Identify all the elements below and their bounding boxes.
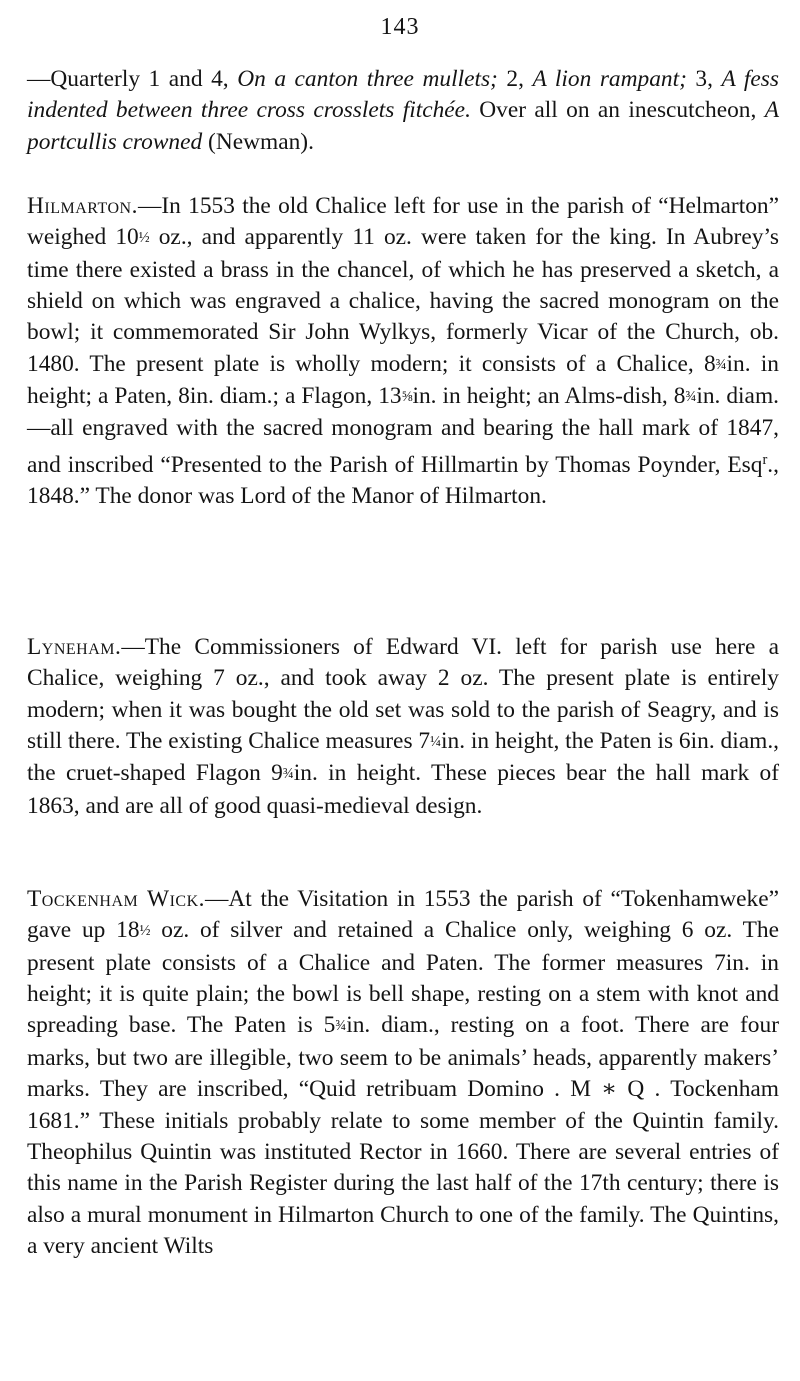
hilmarton-paragraph: Hilmarton.—In 1553 the old Chalice left for use in the parish of “Helmarton” weighed 10½ oz., and apparently 11 oz. were taken for the king. In Aubrey’s time there existed a brass in the chancel, of which he has preserved a sketch, a shield on which was engraved a chalice, having the sacred monogram on the bowl; it commemorated Sir John Wylkys, formerly Vicar of the Church, ob. 1480. The present plate is wholly modern; it consists of a Chalice, 8¾in. in height; a Paten, 8in. diam.; a Flagon, 13⅝in. in height; an Alms-dish, 8¾in. diam.—all engraved with the sacred monogram and bearing the hall mark of 1847, and inscribed “Presented to the Parish of Hillmartin by Thomas Poynder, Esq$^r$., 1848.” The donor was Lord of the Manor of Hilmarton. — [27, 193, 779, 510]
lyneham-paragraph: Lyneham.—The Commissioners of Edward VI. left for parish use here a Chalice, weighing 7 oz., and took away 2 oz. The present plate is entirely modern; when it was bought the old set was sold to the parish of Seagry, and is still there. The existing Chalice measures 7¼in. in height, the Paten is 6in. diam., the cruet-shaped Flagon 9¾in. in height. These pieces bear the hall mark of 1863, and are all of good quasi-medieval design. — [27, 634, 780, 819]
hilmarton-heading: Hilmarton. — [27, 193, 138, 219]
tockenham-heading: Tockenham Wick. — [27, 886, 205, 912]
lyneham-heading: Lyneham. — [27, 634, 122, 660]
tockenham-paragraph: Tockenham Wick.—At the Visitation in 1553 the parish of “Tokenhamweke” gave up 18½ oz. of silver and retained a Chalice only, weighing 6 oz. The present plate consists of a Chalice and Paten. The former measures 7in. in height; it is quite plain; the bowl is bell shape, resting on a stem with knot and spreading base. The Paten is 5¾in. diam., resting on a foot. There are four marks, but two are illegible, two seem to be animals’ heads, apparently makers’ marks. They are inscribed, “Quid retribuam Domino . M ∗ Q . Tockenham 1681.” These initials probably relate to some member of the Quintin family. Theophilus Quintin was instituted Rector in 1660. There are several entries of this name in the Parish Register during the last half of the 17th century; there is also a mural monument in Hilmarton Church to one of the family. The Quintins, a very ancient Wilts — [27, 886, 779, 1260]
heraldry-paragraph: —Quarterly 1 and 4, On a canton three mullets; 2, A lion rampant; 3, A fess indented between three cross crosslets fitchée. Over all on an inescutcheon, A portcullis crowned (Newman). — [27, 66, 780, 155]
page-number: 143 — [380, 14, 420, 40]
